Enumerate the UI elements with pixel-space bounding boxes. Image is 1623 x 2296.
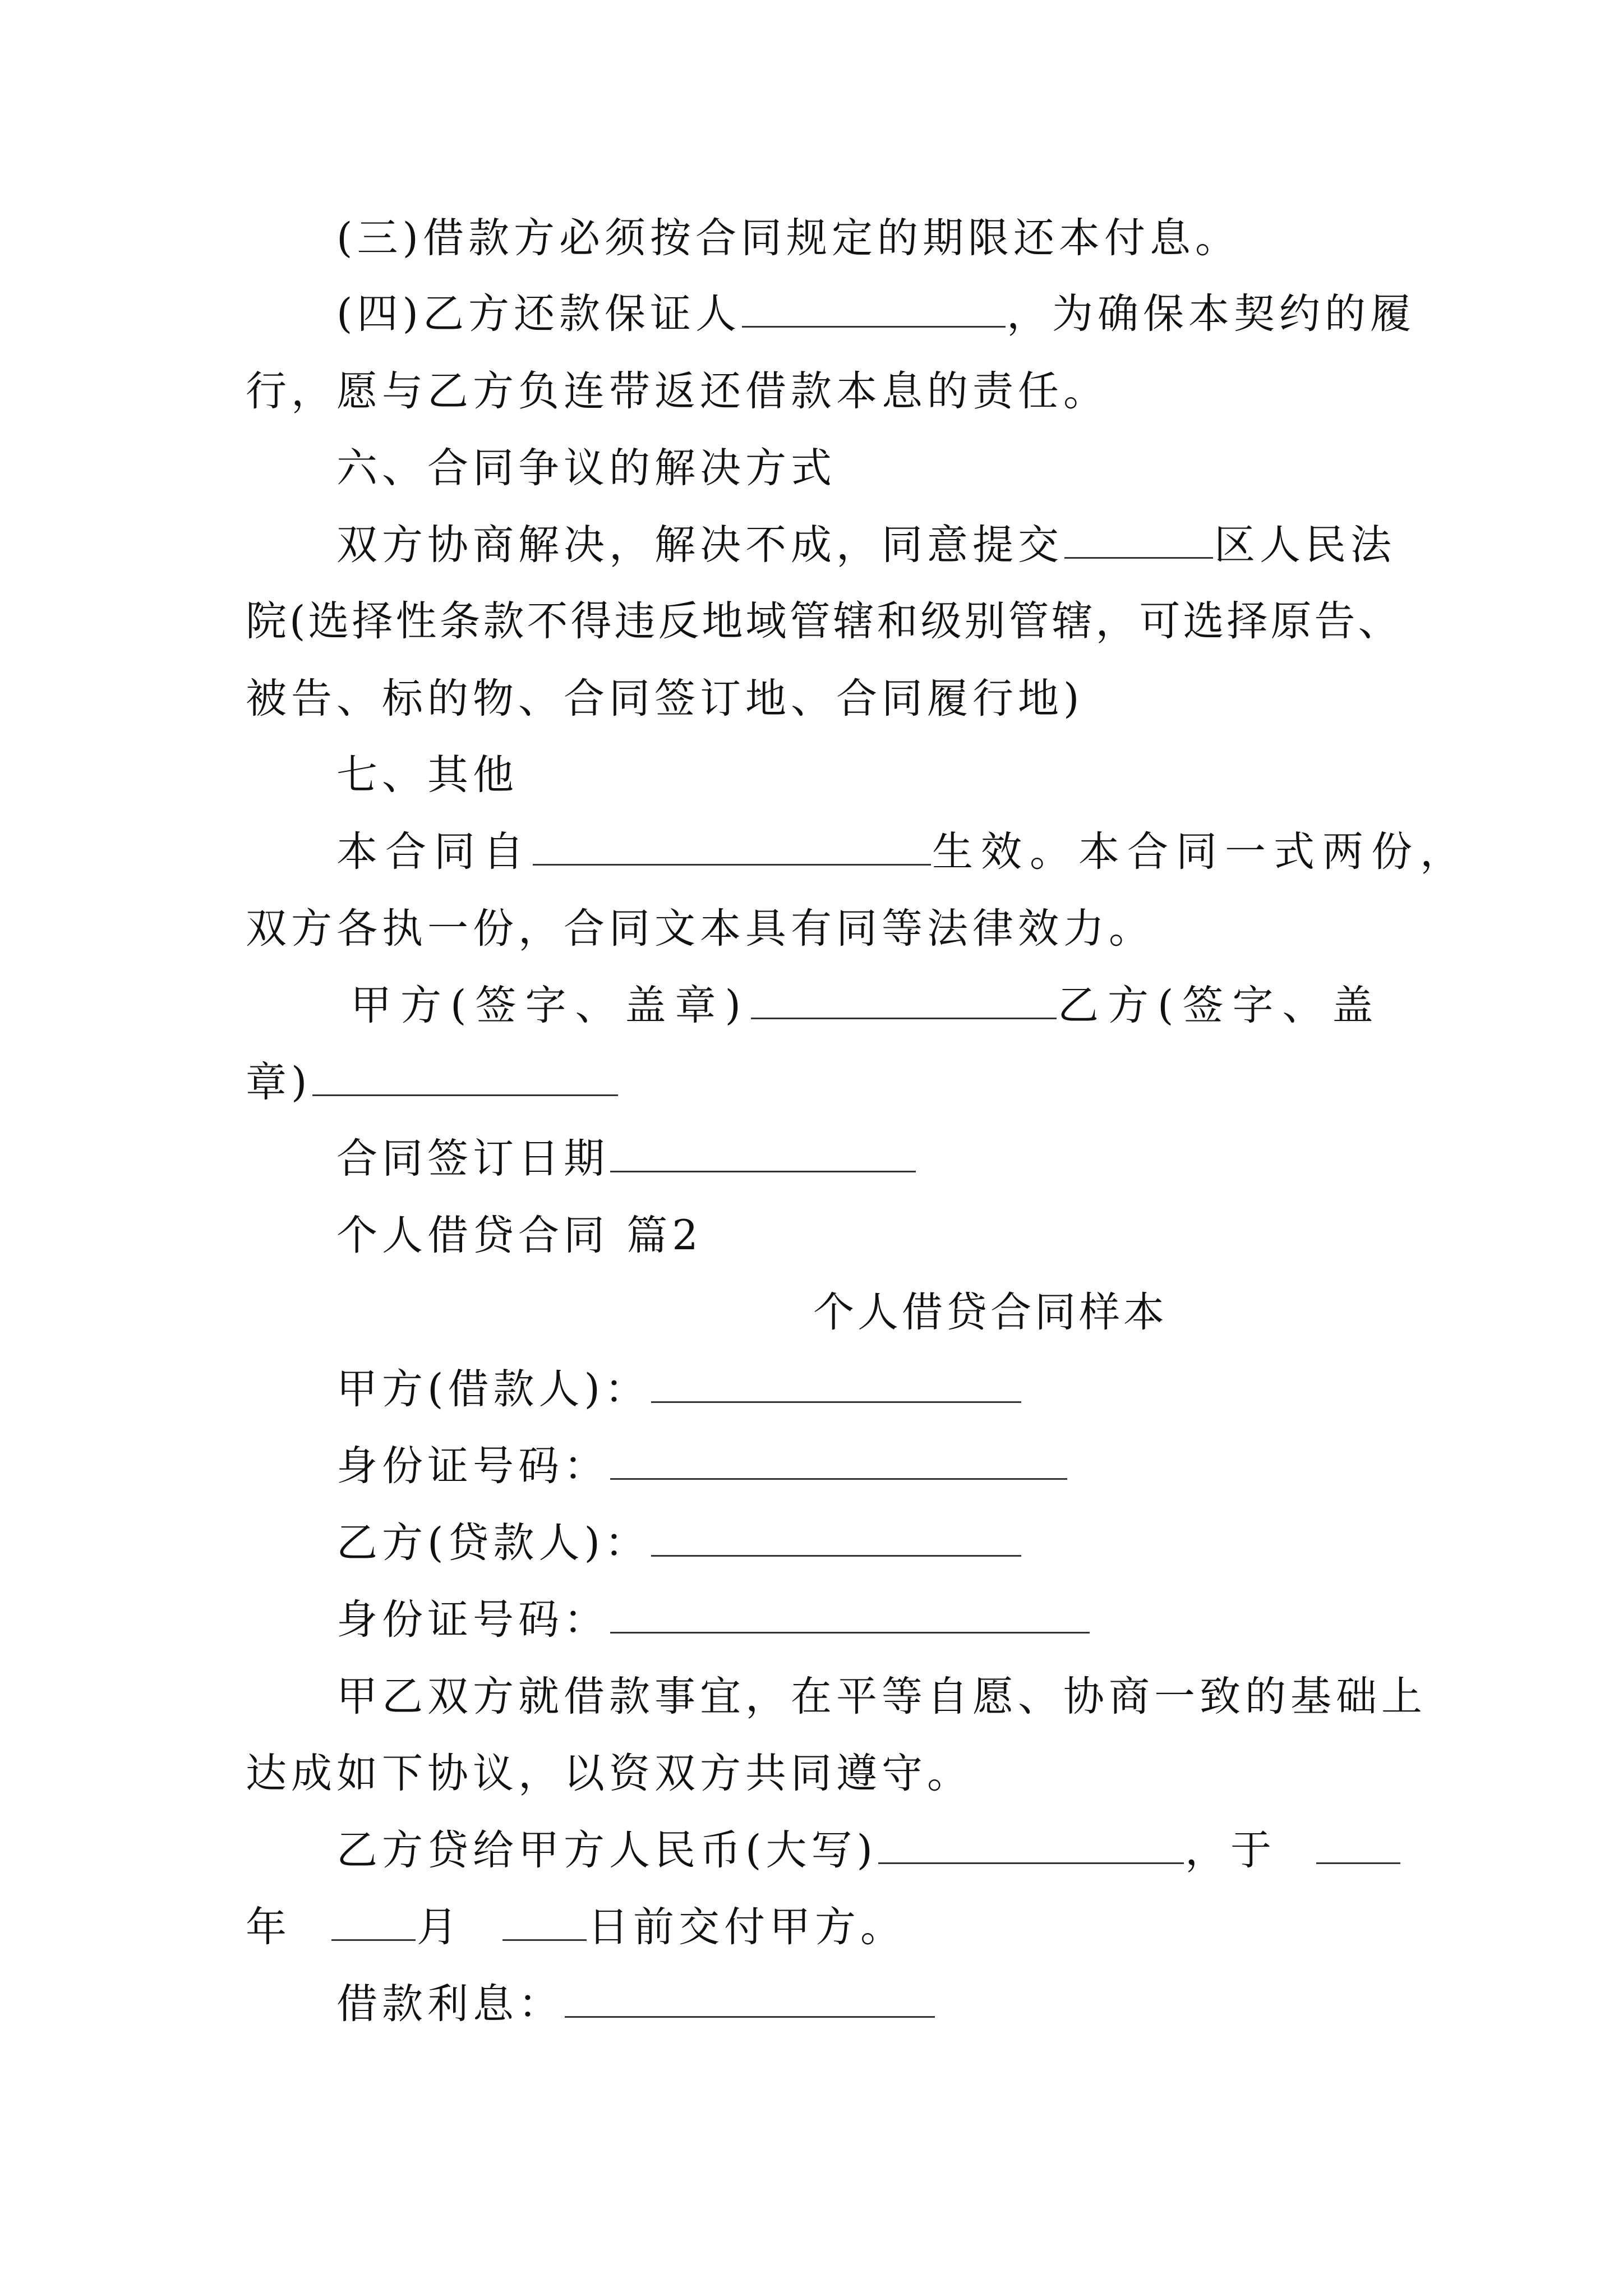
loan-year-label: 年 [246, 1903, 291, 1951]
intro-text: 甲乙双方就借款事宜，在平等自愿、协商一致的基础上 [336, 1673, 1427, 1720]
effective-date-blank [533, 825, 931, 866]
clause-4-text-cont: ，为确保本契约的履 [1006, 290, 1415, 338]
section-6-text-3: 被告、标的物、合同签订地、合同履行地) [246, 675, 1084, 723]
loan-month-blank [331, 1900, 416, 1941]
section-6-text-2: 院(选择性条款不得违反地域管辖和级别管辖，可选择原告、 [246, 597, 1402, 645]
party-b-signature-label-cont: 章) [246, 1059, 312, 1106]
guarantor-blank [742, 287, 1006, 328]
section-7-text-2: 双方各执一份，合同文本具有同等法律效力。 [246, 905, 1154, 953]
loan-month-label: 月 [417, 1903, 462, 1951]
clause-4-line-2 [246, 358, 1109, 425]
clause-4-text: (四)乙方还款保证人 [336, 290, 741, 338]
loan-line-2 [246, 1894, 906, 1961]
section-6-line-1 [336, 512, 1396, 579]
loan-date-prefix: ，于 [1184, 1826, 1276, 1874]
section-7-line-2 [246, 895, 1154, 963]
section-7-title: 七、其他 [336, 751, 518, 799]
clause-3 [336, 205, 1241, 272]
section-6-heading [336, 435, 836, 502]
loan-line-1 [336, 1817, 1401, 1884]
section-6-text: 双方协商解决，解决不成，同意提交 [336, 521, 1063, 569]
clause-4-text-end: 行，愿与乙方负连带返还借款本息的责任。 [246, 367, 1109, 415]
party-a-id-line [336, 1433, 1068, 1500]
interest-label: 借款利息： [336, 1980, 564, 2028]
contract-2-title: 个人借贷合同样本 [813, 1289, 1168, 1336]
party-b-signature-label: 乙方(签字、盖 [1057, 982, 1382, 1029]
clause-3-text: (三)借款方必须按合同规定的期限还本付息。 [336, 214, 1241, 262]
signature-line [351, 972, 1382, 1039]
loan-year-blank [1316, 1823, 1400, 1864]
intro-line-2 [246, 1740, 972, 1807]
party-a-blank [651, 1362, 1021, 1403]
loan-amount-blank [878, 1823, 1184, 1864]
court-blank [1064, 518, 1213, 559]
intro-line-1 [336, 1663, 1427, 1731]
section-6-line-2 [246, 588, 1401, 655]
sign-date-line [336, 1125, 917, 1193]
party-a-id-label: 身份证号码： [336, 1442, 609, 1490]
sign-date-label: 合同签订日期 [336, 1135, 609, 1182]
party-b-id-line [336, 1586, 1091, 1654]
interest-blank [565, 1977, 935, 2018]
party-a-label: 甲方(借款人)： [336, 1365, 650, 1413]
sign-date-blank [610, 1131, 916, 1172]
contract-2-heading: 个人借贷合同 篇2 [336, 1212, 703, 1259]
section-6-text-cont: 区人民法 [1214, 521, 1396, 569]
section-7-text: 本合同自 [336, 828, 532, 876]
loan-day-label: 日前交付甲方。 [588, 1903, 906, 1951]
party-a-signature-blank [751, 978, 1057, 1019]
intro-text-2: 达成如下协议，以资双方共同遵守。 [246, 1750, 972, 1797]
interest-line [336, 1971, 936, 2038]
title-2 [813, 1279, 1168, 1346]
party-a-id-blank [610, 1439, 1067, 1480]
party-b-signature-blank [312, 1055, 618, 1096]
party-b-id-label: 身份证号码： [336, 1596, 609, 1644]
section-7-line-1 [336, 818, 1469, 886]
party-a-signature-label: 甲方(签字、盖章) [351, 982, 750, 1029]
party-b-line [336, 1510, 1022, 1577]
section-7-heading [336, 742, 518, 809]
heading-2 [336, 1202, 703, 1269]
signature-line-2 [246, 1049, 619, 1116]
section-6-title: 六、合同争议的解决方式 [336, 444, 836, 492]
party-b-blank [651, 1516, 1021, 1557]
section-6-line-3 [246, 665, 1083, 733]
section-7-text-cont: 生效。本合同一式两份， [932, 828, 1469, 876]
party-b-label: 乙方(贷款人)： [336, 1519, 650, 1567]
party-b-id-blank [610, 1593, 1090, 1634]
loan-day-blank [502, 1900, 587, 1941]
loan-amount-label: 乙方贷给甲方人民币(大写) [336, 1826, 877, 1874]
party-a-line [336, 1356, 1022, 1423]
clause-4 [336, 280, 1415, 348]
